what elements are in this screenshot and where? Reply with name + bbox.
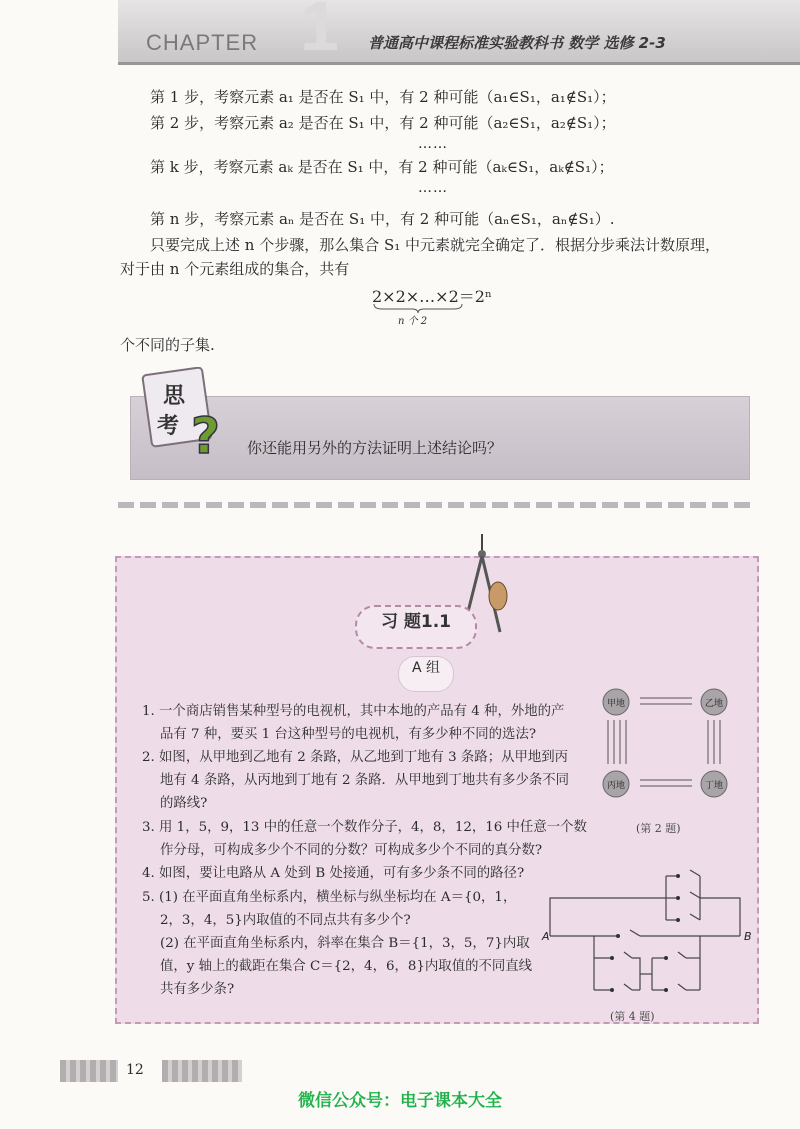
svg-text:B: B <box>744 930 752 943</box>
question-line: 值，y 轴上的截距在集合 C＝{2，4，6，8}内取值的不同直线 <box>160 959 533 974</box>
step-2: 第 2 步，考察元素 a₂ 是否在 S₁ 中，有 2 种可能（a₂∈S₁，a₂∉S₁）； <box>150 114 616 132</box>
step-k: 第 k 步，考察元素 aₖ 是否在 S₁ 中，有 2 种可能（aₖ∈S₁，aₖ∉S₁）； <box>150 158 614 176</box>
question-line: 4. 如图，要让电路从 A 处到 B 处接通，可有多少条不同的路径? <box>142 866 525 881</box>
paragraph-line-2: 对于由 n 个元素组成的集合，共有 <box>120 260 350 278</box>
brace-label: n 个 2 <box>398 316 428 327</box>
question-line: 作分母，可构成多少个不同的分数？可构成多少个不同的真分数? <box>160 843 543 858</box>
question-line: 5. (1) 在平面直角坐标系内，横坐标与纵坐标均在 A＝{0，1， <box>142 890 517 905</box>
section-divider <box>118 502 750 508</box>
svg-text:乙地: 乙地 <box>704 699 724 709</box>
group-label: A 组 <box>398 656 454 692</box>
think-icon <box>141 367 225 461</box>
question-line: 3. 用 1，5，9，13 中的任意一个数作分子，4，8，12，16 中任意一个数 <box>142 820 587 835</box>
question-line: 2，3，4，5}内取值的不同点共有多少个? <box>160 913 411 928</box>
ellipsis-2: …… <box>418 180 448 196</box>
chapter-label: CHAPTER <box>146 30 259 55</box>
figure-4-caption: (第 4 题) <box>610 1010 655 1023</box>
svg-text:丁地: 丁地 <box>704 781 724 791</box>
footer-bar-right <box>162 1060 242 1082</box>
question-line: 2. 如图，从甲地到乙地有 2 条路，从乙地到丁地有 3 条路；从甲地到丙 <box>142 750 569 765</box>
svg-text:甲地: 甲地 <box>606 699 626 709</box>
svg-text:考: 考 <box>157 414 180 439</box>
watermark: 微信公众号：电子课本大全 <box>298 1091 502 1111</box>
question-line: 地有 4 条路，从丙地到丁地有 2 条路．从甲地到丁地共有多少条不同 <box>160 773 570 788</box>
question-line: (2) 在平面直角坐标系内，斜率在集合 B＝{1，3，5，7}内取 <box>160 936 530 951</box>
series-title: 普通高中课程标准实验教科书 数学 选修 2-3 <box>368 34 666 52</box>
step-n: 第 n 步，考察元素 aₙ 是否在 S₁ 中，有 2 种可能（aₙ∈S₁，aₙ∉S₁）. <box>150 210 615 228</box>
svg-text:?: ? <box>191 407 221 461</box>
svg-text:A: A <box>542 930 550 943</box>
question-4 <box>142 862 524 885</box>
svg-text:丙地: 丙地 <box>606 781 626 791</box>
page-number: 12 <box>126 1062 144 1078</box>
paragraph-line-1: 只要完成上述 n 个步骤，那么集合 S₁ 中元素就完全确定了．根据分步乘法计数原理， <box>150 236 721 254</box>
think-box <box>130 384 750 480</box>
formula: 2×2×…×2＝2ⁿ <box>372 287 492 306</box>
circuit-diagram <box>540 864 760 1004</box>
question-line: 的路线? <box>160 796 208 811</box>
question-line: 共有多少条? <box>160 982 235 997</box>
svg-text:思: 思 <box>163 384 186 409</box>
question-2 <box>142 746 569 815</box>
chapter-header <box>118 0 800 65</box>
exercise-title: 习 题1.1 <box>355 605 477 649</box>
ellipsis-1: …… <box>418 136 448 152</box>
footer-bar-left <box>60 1060 118 1082</box>
figure-2-caption: (第 2 题) <box>636 822 681 835</box>
route-diagram <box>596 680 746 812</box>
question-line: 品有 7 种，要买 1 台这种型号的电视机，有多少种不同的选法? <box>160 727 537 742</box>
question-3 <box>142 816 587 862</box>
think-text: 你还能用另外的方法证明上述结论吗？ <box>247 439 503 457</box>
question-5 <box>142 886 532 1001</box>
chapter-number: 1 <box>300 0 339 65</box>
question-1 <box>142 700 564 746</box>
question-line: 1. 一个商店销售某种型号的电视机，其中本地的产品有 4 种，外地的产 <box>142 704 565 719</box>
conclusion: 个不同的子集. <box>120 336 215 354</box>
step-1: 第 1 步，考察元素 a₁ 是否在 S₁ 中，有 2 种可能（a₁∈S₁，a₁∉S₁）； <box>150 88 616 106</box>
